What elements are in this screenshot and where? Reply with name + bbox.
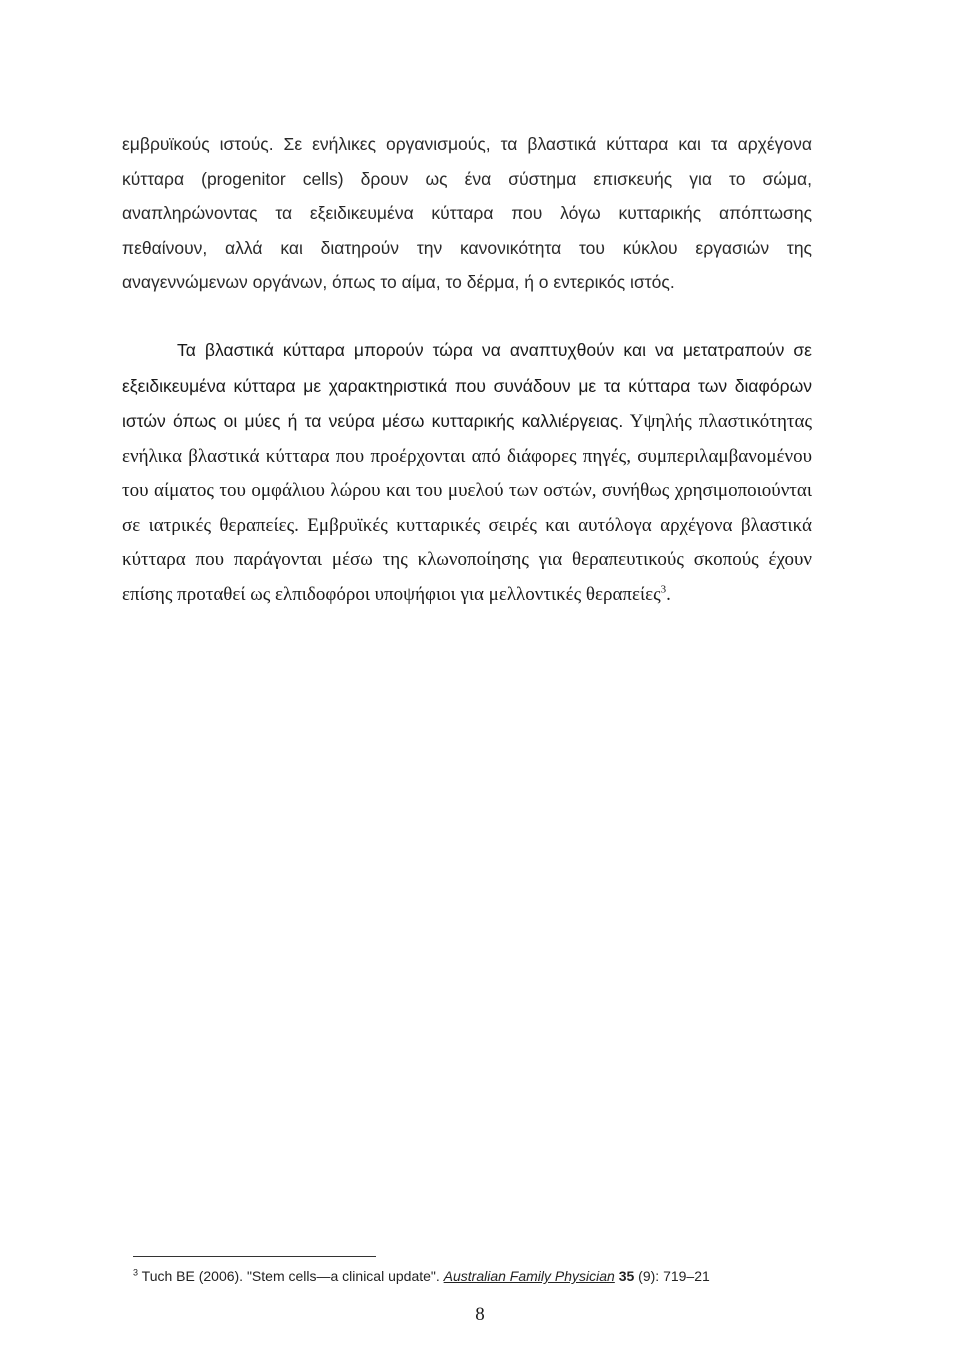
footnote-pages: (9): 719–21 [634,1268,710,1284]
footnote-marker: 3 [133,1267,139,1278]
footnote-reference: 3 [660,583,667,596]
paragraph-2 [122,333,812,612]
paragraph-2-part-2: Υψηλής πλαστικότητας ενήλικα βλαστικά κύτταρα που προέρχονται από διάφορες πηγές, συμπεριλαμβανομένου του αίματος του ομφάλιου λώρου και του μυελού των οστών, συνήθως χρησιμοποιούνται σε ιατρικές θεραπείες. Εμβρυϊκές κυτταρικές σειρές και αυτόλογα αρχέγονα βλαστικά κύτταρα που παράγονται μέσω της κλωνοποίησης για θεραπευτικούς σκοπούς έχουν επίσης προταθεί ως ελπιδοφόροι υποψήφιοι για μελλοντικές θεραπείες [122,411,812,605]
paragraph-2-end: . [666,583,671,605]
footnote-authors: Tuch BE (2006). "Stem cells—a clinical update". [141,1268,444,1284]
footnote-volume: 35 [618,1268,635,1284]
footnote-separator [133,1256,376,1257]
page-number: 8 [475,1304,485,1325]
paragraph-1: εμβρυϊκούς ιστούς. Σε ενήλικες οργανισμούς, τα βλαστικά κύτταρα και τα αρχέγονα κύτταρα (progenitor cells) δρουν ως ένα σύστημα επισκευής για το σώμα, αναπληρώνοντας τα εξειδικευμένα κύτταρα που λόγω κυτταρικής απόπτωσης πεθαίνουν, αλλά και διατηρούν την κανονικότητα του κύκλου εργασιών της αναγεννώμενων οργάνων, όπως το αίμα, το δέρμα, ή ο εντερικός ιστός. [122,134,812,292]
footnote-journal: Australian Family Physician [443,1268,615,1284]
paragraph-2-part-1: Τα βλαστικά κύτταρα μπορούν τώρα να αναπτυχθούν και να μετατραπούν σε εξειδικευμένα κύτταρα με χαρακτηριστικά που συνάδουν με τα κύτταρα των διαφόρων ιστών όπως οι μύες ή τα νεύρα μέσω κυτταρικής καλλιέργειας. [122,340,812,431]
footnote [133,1268,833,1284]
